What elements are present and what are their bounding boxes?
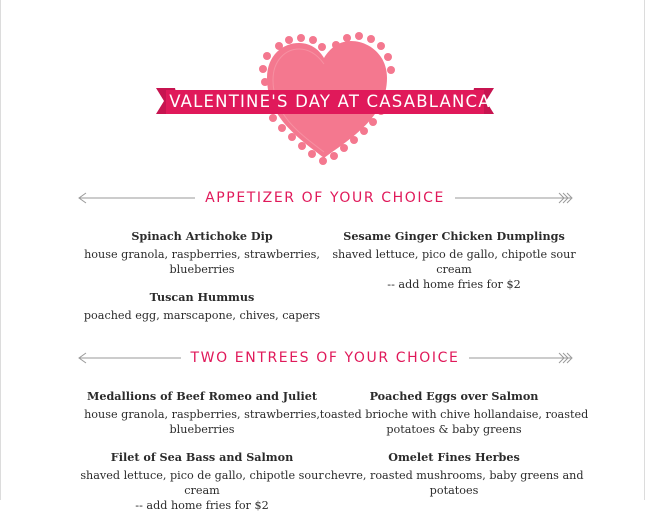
menu-title-banner: VALENTINE'S DAY AT CASABLANCA [169, 92, 491, 111]
section-title: APPETIZER OF YOUR CHOICE [195, 190, 455, 206]
item-name: Omelet Fines Herbes [388, 450, 520, 464]
item-description: poached egg, marscapone, chives, capers [83, 309, 321, 322]
item-description: house granola, raspberries, strawberries, blueberries [84, 248, 320, 276]
menu-item [77, 289, 327, 323]
section-heading-entrees [77, 348, 573, 368]
item-name: Poached Eggs over Salmon [369, 389, 539, 403]
menu-item [319, 228, 589, 292]
item-name: Sesame Ginger Chicken Dumplings [343, 229, 565, 243]
menu-item [319, 388, 589, 437]
item-name: Filet of Sea Bass and Salmon [110, 450, 294, 464]
menu-header [1, 0, 647, 175]
menu-item [77, 228, 327, 277]
heart-logo-icon [1, 0, 647, 175]
item-name: Tuscan Hummus [149, 290, 255, 304]
item-description: chevre, roasted mushrooms, baby greens and potatoes [324, 469, 584, 497]
menu-item [319, 449, 589, 498]
item-name: Spinach Artichoke Dip [131, 229, 273, 243]
menu-item [77, 449, 327, 513]
section-title: TWO ENTREES OF YOUR CHOICE [181, 350, 470, 366]
section-heading-appetizer [77, 188, 573, 208]
menu-item [77, 388, 327, 437]
item-name: Medallions of Beef Romeo and Juliet [86, 389, 318, 403]
item-description: shaved lettuce, pico de gallo, chipotle sour cream -- add home fries for $2 [80, 469, 324, 512]
item-description: house granola, raspberries, strawberries, blueberries [84, 408, 320, 436]
item-description: shaved lettuce, pico de gallo, chipotle sour cream -- add home fries for $2 [332, 248, 576, 291]
item-description: toasted brioche with chive hollandaise, roasted potatoes & baby greens [319, 408, 589, 436]
